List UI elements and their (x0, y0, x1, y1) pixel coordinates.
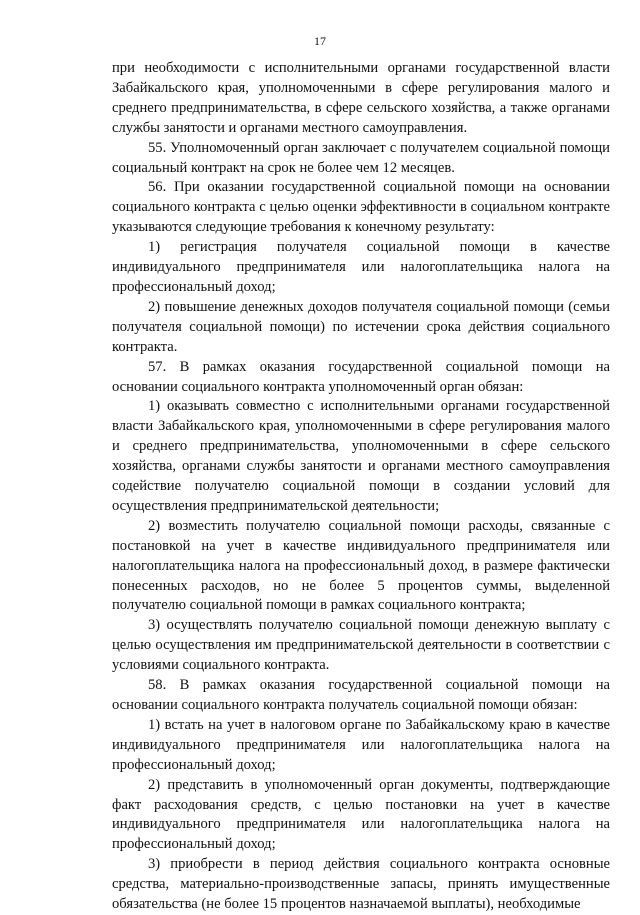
paragraph-57-item-1: 1) оказывать совместно с исполнительными органами государственной власти Забайкальского края, уполномоченными в сфере регулирования малого и среднего предпринимательства, уполномоченными в сфере сельского хозяйства, органами службы занятости и органами местного самоуправления содействие получателю социальной помощи в создании условий для осуществления предпринимательской деятельности; (112, 398, 610, 514)
paragraph-56: 56. При оказании государственной социальной помощи на основании социального контракта с целью оценки эффективности в социальном контракте указываются следующие требования к конечному результату: (112, 179, 610, 236)
paragraph-58-item-1: 1) встать на учет в налоговом органе по Забайкальскому краю в качестве индивидуального предпринимателя или налогоплательщика налога на профессиональный доход; (112, 716, 610, 773)
paragraph-58-item-2: 2) представить в уполномоченный орган документы, подтверждающие факт расходования средств, с целью постановки на учет в качестве индивидуального предпринимателя или налогоплательщика налога на профессиональный доход; (112, 776, 610, 853)
paragraph-56-item-2: 2) повышение денежных доходов получателя социальной помощи (семьи получателя социальной помощи) по истечении срока действия социального контракта. (112, 298, 610, 355)
document-body (112, 59, 610, 915)
paragraph-continuation: при необходимости с исполнительными органами государственной власти Забайкальского края, уполномоченными в сфере регулирования малого и среднего предпринимательства, в сфере сельского хозяйства, а также органами службы занятости и органами местного самоуправления. (112, 60, 610, 136)
paragraph-57-item-3: 3) осуществлять получателю социальной помощи денежную выплату с целью осуществления им предпринимательской деятельности в соответствии с условиями социального контракта. (112, 617, 610, 674)
page-number: 17 (314, 34, 326, 48)
paragraph-58: 58. В рамках оказания государственной социальной помощи на основании социального контракта получатель социальной помощи обязан: (112, 677, 610, 713)
paragraph-55: 55. Уполномоченный орган заключает с получателем социальной помощи социальный контракт на срок не более чем 12 месяцев. (112, 139, 610, 176)
paragraph-57: 57. В рамках оказания государственной социальной помощи на основании социального контракта уполномоченный орган обязан: (112, 358, 610, 395)
paragraph-57-item-2: 2) возместить получателю социальной помощи расходы, связанные с постановкой на учет в качестве индивидуального предпринимателя или налогоплательщика налога на профессиональный доход, в размере фактически понесенных расходов, но не более 5 процентов суммы, выделенной получателю социальной помощи в рамках социального контракта; (112, 517, 610, 614)
paragraph-56-item-1: 1) регистрация получателя социальной помощи в качестве индивидуального предпринимателя или налогоплательщика налога на профессиональный доход; (112, 239, 610, 295)
paragraph-58-item-3: 3) приобрести в период действия социального контракта основные средства, материально-производственные запасы, принять имущественные обязательства (не более 15 процентов назначаемой выплаты), необходимые (112, 856, 610, 913)
